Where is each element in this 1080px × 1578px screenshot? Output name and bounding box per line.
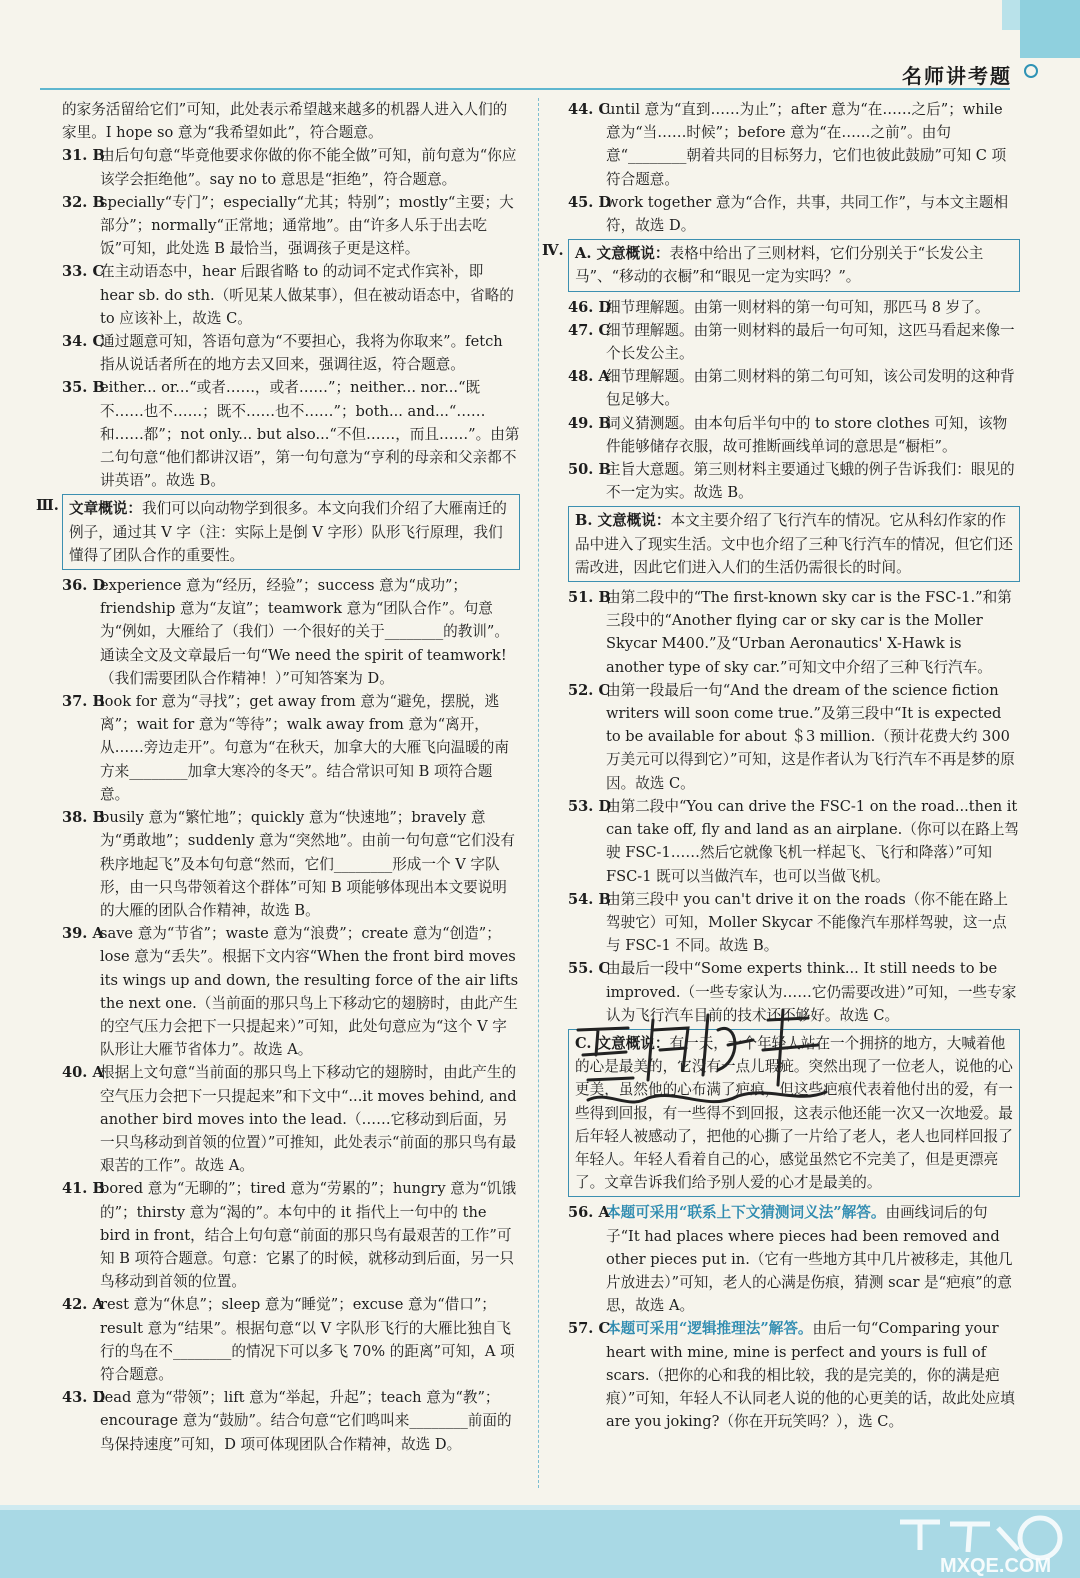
section-numeral: Ⅲ. (36, 497, 59, 515)
page-header (0, 0, 1080, 92)
answer-item (568, 1317, 1020, 1433)
answer-number: 50. B (568, 461, 611, 479)
answer-number: 55. C (568, 960, 611, 978)
explanation-text: 在主动语态中，hear 后跟省略 to 的动词不定式作宾补，即 hear sb. do sth.（听见某人做某事），但在被动语态中，省略的 to 应该补上，故选 C。 (100, 263, 514, 327)
explanation-text: 词义猜测题。由本句后半句中的 to store clothes 可知，该物件能够储存衣服，故可推断画线单词的意思是“橱柜”。 (606, 414, 1008, 455)
right-column (542, 98, 1020, 1433)
answer-number: 34. C (62, 333, 105, 351)
explanation-text: busily 意为“繁忙地”；quickly 意为“快速地”；bravely 意为“勇敢地”；suddenly 意为“突然地”。由前一句句意“它们没有秩序地起飞”及本句句意“然而，它们________形成一个 V 字队形，由一只鸟带领着这个群体”可知 B 项能够体现出本文要说明的大雁的团队合作精神，故选 B。 (100, 809, 515, 919)
answer-item (62, 330, 520, 376)
column-divider (538, 98, 539, 1488)
answer-number: 47. C (568, 321, 611, 339)
explanation-text: experience 意为“经历，经验”；success 意为“成功”；friendship 意为“友谊”；teamwork 意为“团队合作”。句意为“例如，大雁给了（我们）一个很好的关于________的教训”。通读全文及文章最后一句“We need the spirit of teamwork!（我们需要团队合作精神！）”可知答案为 D。 (100, 577, 509, 687)
explanation-text: bored 意为“无聊的”；tired 意为“劳累的”；hungry 意为“饥饿的”；thirsty 意为“渴的”。本句中的 it 指代上一句中的 the bird in front，结合上句句意“前面的那只鸟有最艰苦的工作”可知 B 项符合题意。句意：它累了的时候，就移动到后面，另一只鸟移动到首领的位置。 (100, 1180, 517, 1291)
section-summary (568, 506, 1020, 582)
explanation-text: 由第一段最后一句“And the dream of the science fiction writers will soon come true.”及第三段中“It is expected to be available for about ＄3 million.（预计花费大约 300 万美元可以得到它）”可知，这是作者认为飞行汽车不再是梦的原因。故选 C。 (606, 681, 1015, 792)
answer-number: 38. B (62, 809, 105, 827)
summary-label: C. 文意概说： (575, 1034, 670, 1052)
answer-item (568, 888, 1020, 958)
summary-label: B. 文意概说： (575, 512, 671, 530)
answer-item (568, 191, 1020, 237)
answer-number: 44. C (568, 101, 611, 118)
answer-number: 45. D (568, 193, 612, 211)
answer-item (62, 1386, 520, 1456)
summary-text: 有一天，一个年轻人站在一个拥挤的地方，大喊着他的心是最美的，它没有一点儿瑕疵。突然出现了一位老人，说他的心更美，虽然他的心布满了疤痕，但这些疤痕代表着他付出的爱，有一些得到回报，有一些得不到回报，这表示他还能一次又一次地爱。最后年轻人被感动了，把他的心撕了一片给了老人，老人也同样回报了年轻人。年轻人看着自己的心，感觉虽然它不完美了，但是更漂亮了。文章告诉我们给予别人爱的心才是最美的。 (575, 1034, 1013, 1192)
answer-number: 52. C (568, 681, 611, 699)
corner-tab-light (1002, 0, 1020, 30)
continued-paragraph: 的家务活留给它们”可知，此处表示希望越来越多的机器人进入人们的家里。I hope so 意为“我希望如此”，符合题意。 (62, 101, 508, 142)
explanation-text: either... or...“或者……，或者……”；neither... nor...“既不……也不……；既不……也不……”；both... and...“……和……都”；not only... but also...“不但……，而且……”。由第二句句意“他们都讲汉语”，第一句句意为“亨利的母亲和父亲都不讲英语”。故选 B。 (100, 379, 520, 490)
answer-item (62, 376, 520, 492)
summary-label: A. 文意概说： (575, 245, 670, 263)
answer-item (568, 412, 1020, 458)
explanation-text: specially“专门”；especially“尤其；特别”；mostly“主要；大部分”；normally“正常地；通常地”。由“许多人乐于出去吃饭”可知，此处选 B 最恰当，强调孩子更是这样。 (100, 193, 514, 258)
answer-item (568, 98, 1020, 191)
answer-item (568, 319, 1020, 365)
answer-item (62, 1177, 520, 1293)
answer-number: 39. A (62, 925, 104, 943)
explanation-text: 由最后一段中“Some experts think... It still needs to be improved.（一些专家认为……它仍需要改进）”可知，一些专家认为飞行汽车目前的技术还不够好。故选 C。 (606, 960, 1017, 1024)
section-summary (542, 239, 1020, 291)
answer-number: 46. D (568, 298, 612, 316)
corner-tab (1020, 0, 1080, 58)
answer-number: 33. C (62, 263, 105, 281)
answer-item (62, 1061, 520, 1177)
answer-item (62, 1293, 520, 1386)
answer-item (568, 365, 1020, 411)
explanation-text: until 意为“直到……为止”；after 意为“在……之后”；while 意为“当……时候”；before 意为“在……之前”。由句意“________朝着共同的目标努力，它们也彼此鼓励”可知 C 项符合题意。 (606, 101, 1007, 188)
explanation-text: 主旨大意题。第三则材料主要通过飞蛾的例子告诉我们：眼见的不一定为实。故选 B。 (606, 461, 1015, 502)
svg-text:MXQE.COM: MXQE.COM (940, 1555, 1052, 1577)
summary-label: 文章概说： (69, 500, 142, 518)
answer-item (568, 586, 1020, 679)
answer-number: 48. A (568, 368, 610, 386)
summary-text: 本文主要介绍了飞行汽车的情况。它从科幻作家的作品中进入了现实生活。文中也介绍了三种飞行汽车的情况，但它们还需改进，因此它们进入人们的生活仍需很长的时间。 (575, 512, 1013, 576)
answer-number: 42. A (62, 1296, 104, 1314)
method-hint: 本题可采用“联系上下文猜测词义法”解答。 (606, 1204, 886, 1222)
answer-number: 32. B (62, 193, 105, 211)
summary-box (568, 239, 1020, 291)
header-title: 名师讲考题 (902, 64, 1012, 88)
answer-item (62, 806, 520, 922)
left-column (36, 98, 520, 1456)
site-logo (880, 1510, 1070, 1578)
answer-number: 49. B (568, 414, 611, 432)
answer-number: 40. A (62, 1064, 104, 1082)
summary-text: 表格中给出了三则材料，它们分别关于“长发公主马”、“移动的衣橱”和“眼见一定为实吗？”。 (575, 245, 984, 286)
header-rule (40, 88, 1010, 90)
summary-box (568, 506, 1020, 582)
answer-number: 41. B (62, 1180, 105, 1198)
explanation-text: 由后一句“Comparing your heart with mine, mine is perfect and yours is full of scars.（把你的心和我的相比较，我的是完美的，你的满是疤痕）”可知，年轻人不认同老人说的他的心更美的话，故此处应填 are you joking?（你在开玩笑吗？），选 C。 (606, 1320, 1015, 1431)
explanation-text: 由第二段中“You can drive the FSC-1 on the road...then it can take off, fly and land as an airplane.（你可以在路上驾驶 FSC-1……然后它就像飞机一样起飞、飞行和降落）”可知 FSC-1 既可以当做汽车，也可以当做飞机。 (606, 797, 1020, 885)
explanation-text: 细节理解题。由第一则材料的第一句可知，那匹马 8 岁了。 (606, 298, 990, 316)
explanation-text: 由第三段中 you can't drive it on the roads（你不能在路上驾驶它）可知，Moller Skycar 不能像汽车那样驾驶，这一点与 FSC-1 不同。故选 B。 (606, 890, 1008, 955)
answer-number: 53. D (568, 797, 612, 815)
explanation-text: work together 意为“合作，共事，共同工作”，与本文主题相符，故选 D。 (606, 193, 1009, 235)
explanation-text: 根据上文句意“当前面的那只鸟上下移动它的翅膀时，由此产生的空气压力会把下一只提起来”和下文中“...it moves behind, and another bird moves into the lead.（……它移动到后面，另一只鸟移动到首领的位置）”可推知，此处表示“前面的那只鸟有最艰苦的工作”。故选 A。 (100, 1064, 517, 1175)
circle-icon (1024, 64, 1038, 78)
explanation-text: 细节理解题。由第二则材料的第二句可知，该公司发明的这种背包足够大。 (606, 368, 1015, 409)
answer-number: 54. B (568, 890, 611, 908)
answer-item (62, 191, 520, 261)
answer-item (62, 144, 520, 190)
explanation-text: save 意为“节省”；waste 意为“浪费”；create 意为“创造”；lose 意为“丢失”。根据下文内容“When the front bird moves its wings up and down, the resulting force of the air lifts the next one.（当前面的那只鸟上下移动它的翅膀时，由此产生的空气压力会把下一只提起来）”可知，此处句意应为“这个 V 字队形让大雁节省体力”。故选 A。 (100, 925, 519, 1059)
answer-item (62, 690, 520, 806)
answer-number: 43. D (62, 1389, 106, 1407)
summary-box (62, 494, 520, 570)
answer-item (568, 679, 1020, 795)
explanation-text: 通过题意可知，答语句意为“不要担心，我将为你取来”。fetch 指从说话者所在的地方去又回来，强调往返，符合题意。 (100, 333, 503, 374)
answer-item (568, 296, 1020, 319)
answer-item (568, 458, 1020, 504)
answer-number: 51. B (568, 589, 611, 607)
section-numeral: Ⅳ. (542, 242, 564, 260)
answer-number: 37. B (62, 693, 105, 711)
answer-number: 35. B (62, 379, 105, 397)
answer-number: 57. C (568, 1320, 611, 1338)
section-summary (36, 494, 520, 570)
answer-item (62, 260, 520, 330)
answer-number: 36. D (62, 577, 106, 595)
explanation-text: 由画线词后的句子“It had places where pieces had been removed and other pieces put in.（它有一些地方其中几片被移走，其他几片放进去）”可知，老人的心满是伤痕，猜测 scar 是“疤痕”的意思，故选 A。 (606, 1204, 1013, 1315)
explanation-text: lead 意为“带领”；lift 意为“举起，升起”；teach 意为“教”；encourage 意为“鼓励”。结合句意“它们鸣叫来________前面的鸟保持速度”可知，D 项可体现团队合作精神，故选 D。 (100, 1389, 512, 1453)
answer-number: 56. A (568, 1204, 610, 1222)
handwritten-watermark (568, 1000, 838, 1120)
explanation-text: rest 意为“休息”；sleep 意为“睡觉”；excuse 意为“借口”；result 意为“结果”。根据句意“以 V 字队形飞行的大雁比独自飞行的鸟在不________的情况下可以多飞 70% 的距离”可知，A 项符合题意。 (100, 1296, 515, 1383)
summary-text: 我们可以向动物学到很多。本文向我们介绍了大雁南迁的例子，通过其 V 字（注：实际上是倒 V 字形）队形飞行原理，我们懂得了团队合作的重要性。 (69, 500, 507, 564)
answer-number: 31. B (62, 147, 105, 165)
answer-item (568, 795, 1020, 888)
explanation-text: 由第二段中的“The first-known sky car is the FSC-1.”和第三段中的“Another flying car or sky car is the Moller Skycar M400.”及“Urban Aeronautics' X-Hawk is another type of sky car.”可知文中介绍了三种飞行汽车。 (606, 589, 1012, 676)
explanation-text: look for 意为“寻找”；get away from 意为“避免，摆脱，逃离”；wait for 意为“等待”；walk away from 意为“离开，从……旁边走开”。句意为“在秋天，加拿大的大雁飞向温暖的南方来________加拿大寒冷的冬天”。结合常识可知 B 项符合题意。 (100, 693, 509, 803)
answer-item (62, 574, 520, 690)
answer-item (62, 922, 520, 1061)
explanation-text: 由后句句意“毕竟他要求你做的你不能全做”可知，前句意为“你应该学会拒绝他”。say no to 意思是“拒绝”，符合题意。 (100, 147, 517, 188)
answer-item (568, 1201, 1020, 1317)
explanation-text: 细节理解题。由第一则材料的最后一句可知，这匹马看起来像一个长发公主。 (606, 321, 1015, 363)
method-hint: 本题可采用“逻辑推理法”解答。 (606, 1320, 813, 1338)
